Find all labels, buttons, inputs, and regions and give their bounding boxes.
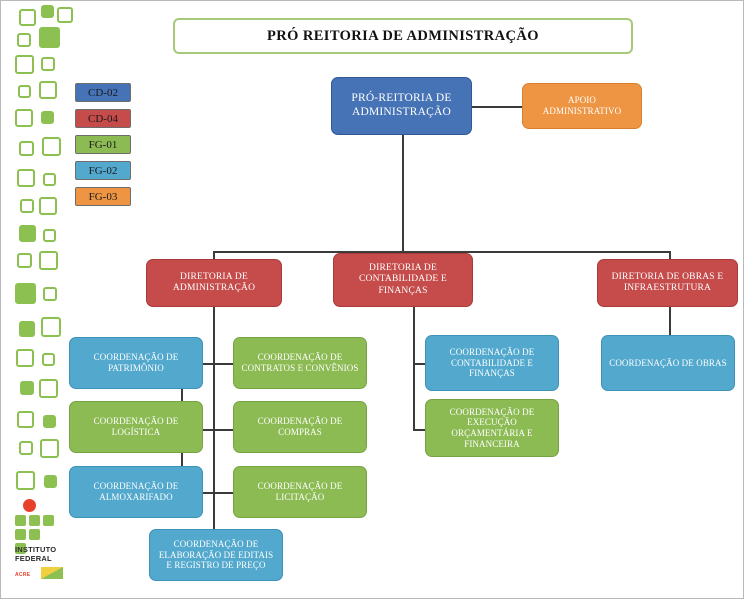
logo-campus: ACRE	[15, 572, 31, 578]
node-label: COORDENAÇÃO DE ELABORAÇÃO DE EDITAIS E REGISTRO DE PREÇO	[158, 539, 274, 571]
node-label: PRÓ-REITORIA DE ADMINISTRAÇÃO	[351, 92, 452, 118]
node-label: COORDENAÇÃO DE CONTRATOS E CONVÊNIOS	[241, 352, 359, 373]
logo-red-dot	[23, 499, 36, 512]
legend-label: CD-02	[88, 86, 118, 99]
legend-label: FG-02	[88, 164, 118, 177]
node-apoio-administrativo[interactable]	[522, 83, 642, 129]
node-label: DIRETORIA DE ADMINISTRAÇÃO	[172, 271, 256, 293]
logo-name	[15, 546, 71, 563]
node-coordenacao-de-obras[interactable]	[601, 335, 735, 391]
node-label: DIRETORIA DE OBRAS E INFRAESTRUTURA	[611, 271, 724, 293]
legend-item-fg-03	[75, 187, 131, 206]
node-coordenacao-de-contabilidade-e-financas[interactable]	[425, 335, 559, 391]
legend-item-fg-02	[75, 161, 131, 180]
node-label: COORDENAÇÃO DE CONTABILIDADE E FINANÇAS	[449, 347, 535, 379]
legend-item-cd-02	[75, 83, 131, 102]
node-diretoria-de-contabilidade-e-financas[interactable]	[333, 253, 473, 307]
acre-flag-icon	[41, 567, 63, 579]
node-label: COORDENAÇÃO DE OBRAS	[609, 357, 727, 368]
node-coordenacao-de-licitacao[interactable]	[233, 466, 367, 518]
node-coordenacao-de-compras[interactable]	[233, 401, 367, 453]
node-coordenacao-de-logistica[interactable]	[69, 401, 203, 453]
node-coordenacao-de-patrimonio[interactable]	[69, 337, 203, 389]
page-title-text: PRÓ REITORIA DE ADMINISTRAÇÃO	[267, 27, 539, 44]
node-pro-reitoria-de-administracao[interactable]	[331, 77, 472, 135]
node-label: COORDENAÇÃO DE PATRIMÔNIO	[93, 352, 179, 373]
node-label: COORDENAÇÃO DE LOGÍSTICA	[93, 416, 179, 437]
node-diretoria-de-obras-e-infraestrutura[interactable]	[597, 259, 738, 307]
legend-label: CD-04	[88, 112, 118, 125]
node-label: DIRETORIA DE CONTABILIDADE E FINANÇAS	[359, 263, 447, 296]
legend-item-cd-04	[75, 109, 131, 128]
node-coordenacao-de-almoxarifado[interactable]	[69, 466, 203, 518]
node-label: COORDENAÇÃO DE ALMOXARIFADO	[93, 481, 179, 502]
page-title	[173, 18, 633, 54]
node-label: COORDENAÇÃO DE LICITAÇÃO	[257, 481, 343, 502]
node-coordenacao-de-execucao-orcamentaria-e-financeira[interactable]	[425, 399, 559, 457]
legend-label: FG-03	[88, 190, 118, 203]
legend-label: FG-01	[88, 138, 118, 151]
node-diretoria-de-administracao[interactable]	[146, 259, 282, 307]
node-label: COORDENAÇÃO DE EXECUÇÃO ORÇAMENTÁRIA E FINANCEIRA	[449, 406, 535, 449]
logo-name-line2: FEDERAL	[15, 553, 52, 563]
node-coordenacao-de-contratos-e-convenios[interactable]	[233, 337, 367, 389]
logo-name-line1: INSTITUTO	[15, 545, 57, 554]
node-label: APOIO ADMINISTRATIVO	[542, 95, 622, 116]
node-coordenacao-de-elaboracao-de-editais-e-registro-de-preco[interactable]	[149, 529, 283, 581]
legend-item-fg-01	[75, 135, 131, 154]
node-label: COORDENAÇÃO DE COMPRAS	[257, 416, 343, 437]
